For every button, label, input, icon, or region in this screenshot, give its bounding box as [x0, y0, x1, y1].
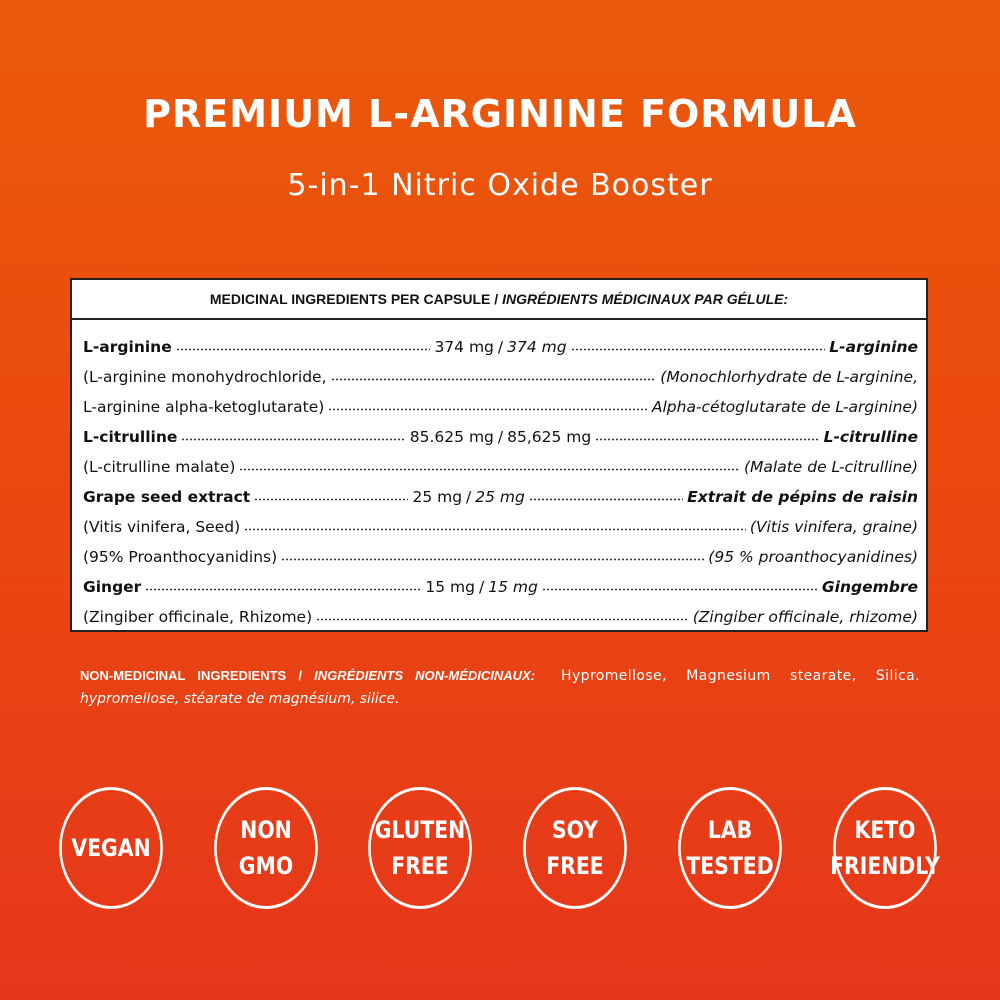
- ingredient-name-en: Ginger: [83, 578, 142, 596]
- ingredient-detail-fr: (95 % proanthocyanidines): [708, 548, 918, 566]
- ingredient-row: [83, 566, 918, 596]
- dot-leader: [281, 558, 704, 561]
- amount-fr: 85,625 mg: [507, 428, 592, 446]
- non-medicinal-label-fr: INGRÉDIENTS NON-MÉDICINAUX:: [314, 668, 536, 683]
- ingredient-amount: 25 mg / 25 mg: [412, 488, 525, 506]
- ingredient-row: [83, 536, 918, 566]
- dot-leader: [529, 498, 683, 501]
- badge-non-gmo: [214, 787, 318, 909]
- dot-leader: [595, 438, 819, 441]
- dot-leader: [176, 348, 431, 351]
- ingredient-row: [83, 416, 918, 446]
- ingredient-name-fr: L-citrulline: [823, 428, 919, 446]
- ingredient-detail-fr: Alpha-cétoglutarate de L-arginine): [651, 398, 918, 416]
- badge-line: NON: [240, 816, 292, 844]
- ingredient-row: [83, 386, 918, 416]
- badge-line: FREE: [546, 852, 604, 880]
- ingredient-detail-fr: (Monochlorhydrate de L-arginine,: [660, 368, 918, 386]
- ingredient-detail-fr: (Zingiber officinale, rhizome): [692, 608, 918, 626]
- amount-en: 25 mg: [412, 488, 463, 506]
- ingredient-detail-fr: (Malate de L-citrulline): [743, 458, 918, 476]
- ingredient-name-en: L-arginine: [83, 338, 172, 356]
- ingredient-amount: 85.625 mg / 85,625 mg: [409, 428, 592, 446]
- amount-fr: 374 mg: [507, 338, 567, 356]
- badge-soy-free: [523, 787, 627, 909]
- badge-line: GMO: [238, 852, 294, 880]
- badge-line: LAB: [707, 816, 753, 844]
- badge-vegan: [59, 787, 163, 909]
- badge-line: GLUTEN: [374, 816, 466, 844]
- dot-leader: [328, 408, 648, 411]
- ingredient-name-fr: Extrait de pépins de raisin: [687, 488, 919, 506]
- ingredient-row: [83, 476, 918, 506]
- ingredient-name-fr: Gingembre: [821, 578, 918, 596]
- dot-leader: [239, 468, 740, 471]
- ingredient-detail-en: (Zingiber officinale, Rhizome): [83, 608, 313, 626]
- dot-leader: [316, 618, 689, 621]
- header-label-fr: INGRÉDIENTS MÉDICINAUX PAR GÉLULE:: [502, 291, 789, 307]
- badge-line: SOY: [551, 816, 599, 844]
- dot-leader: [181, 438, 405, 441]
- badge-line: FRIENDLY: [830, 852, 940, 880]
- amount-fr: 25 mg: [475, 488, 525, 506]
- badge-line: FREE: [391, 852, 449, 880]
- dot-leader: [244, 528, 746, 531]
- ingredient-row: [83, 506, 918, 536]
- badge-gluten-free: [368, 787, 472, 909]
- dot-leader: [571, 348, 826, 351]
- non-medicinal-ingredients: [80, 664, 920, 711]
- non-medicinal-text-en: Hypromellose, Magnesium stearate, Silica.: [561, 668, 920, 684]
- badge-line: KETO: [854, 816, 916, 844]
- amount-en: 85.625 mg: [409, 428, 494, 446]
- ingredient-detail-en: (L-arginine monohydrochloride,: [83, 368, 327, 386]
- ingredient-detail-en: (Vitis vinifera, Seed): [83, 518, 241, 536]
- badge-line: VEGAN: [71, 834, 151, 862]
- ingredient-row: [83, 356, 918, 386]
- non-medicinal-text-fr: hypromellose, stéarate de magnésium, silice.: [80, 691, 400, 707]
- amount-en: 15 mg: [425, 578, 475, 596]
- ingredient-detail-en: L-arginine alpha-ketoglutarate): [83, 398, 325, 416]
- ingredient-row: [83, 596, 918, 626]
- badge-keto-friendly: [830, 787, 940, 909]
- ingredient-detail-en: (95% Proanthocyanidins): [83, 548, 278, 566]
- dot-leader: [145, 588, 421, 591]
- page-subtitle: 5-in-1 Nitric Oxide Booster: [287, 168, 713, 203]
- badge-line: TESTED: [686, 852, 774, 880]
- badge-lab-tested: [678, 787, 782, 909]
- non-medicinal-label-en: NON-MEDICINAL INGREDIENTS /: [80, 668, 302, 683]
- ingredient-amount: 15 mg / 15 mg: [425, 578, 538, 596]
- ingredient-detail-en: (L-citrulline malate): [83, 458, 236, 476]
- header-label-en: MEDICINAL INGREDIENTS PER CAPSULE /: [209, 291, 499, 307]
- ingredient-name-fr: L-arginine: [829, 338, 919, 356]
- certification-badges: [0, 787, 1000, 917]
- ingredient-detail-fr: (Vitis vinifera, graine): [749, 518, 918, 536]
- ingredient-rows: [72, 320, 926, 626]
- ingredient-row: [83, 326, 918, 356]
- amount-fr: 15 mg: [488, 578, 538, 596]
- ingredients-panel-header: [72, 280, 926, 320]
- dot-leader: [331, 378, 657, 381]
- amount-en: 374 mg: [434, 338, 494, 356]
- ingredients-panel: [70, 278, 928, 632]
- ingredient-name-en: L-citrulline: [83, 428, 178, 446]
- ingredient-name-en: Grape seed extract: [83, 488, 251, 506]
- non-medicinal-label: [80, 668, 535, 683]
- dot-leader: [542, 588, 818, 591]
- page-title: PREMIUM L-ARGININE FORMULA: [143, 92, 857, 136]
- ingredient-amount: 374 mg / 374 mg: [434, 338, 567, 356]
- dot-leader: [254, 498, 408, 501]
- ingredient-row: [83, 446, 918, 476]
